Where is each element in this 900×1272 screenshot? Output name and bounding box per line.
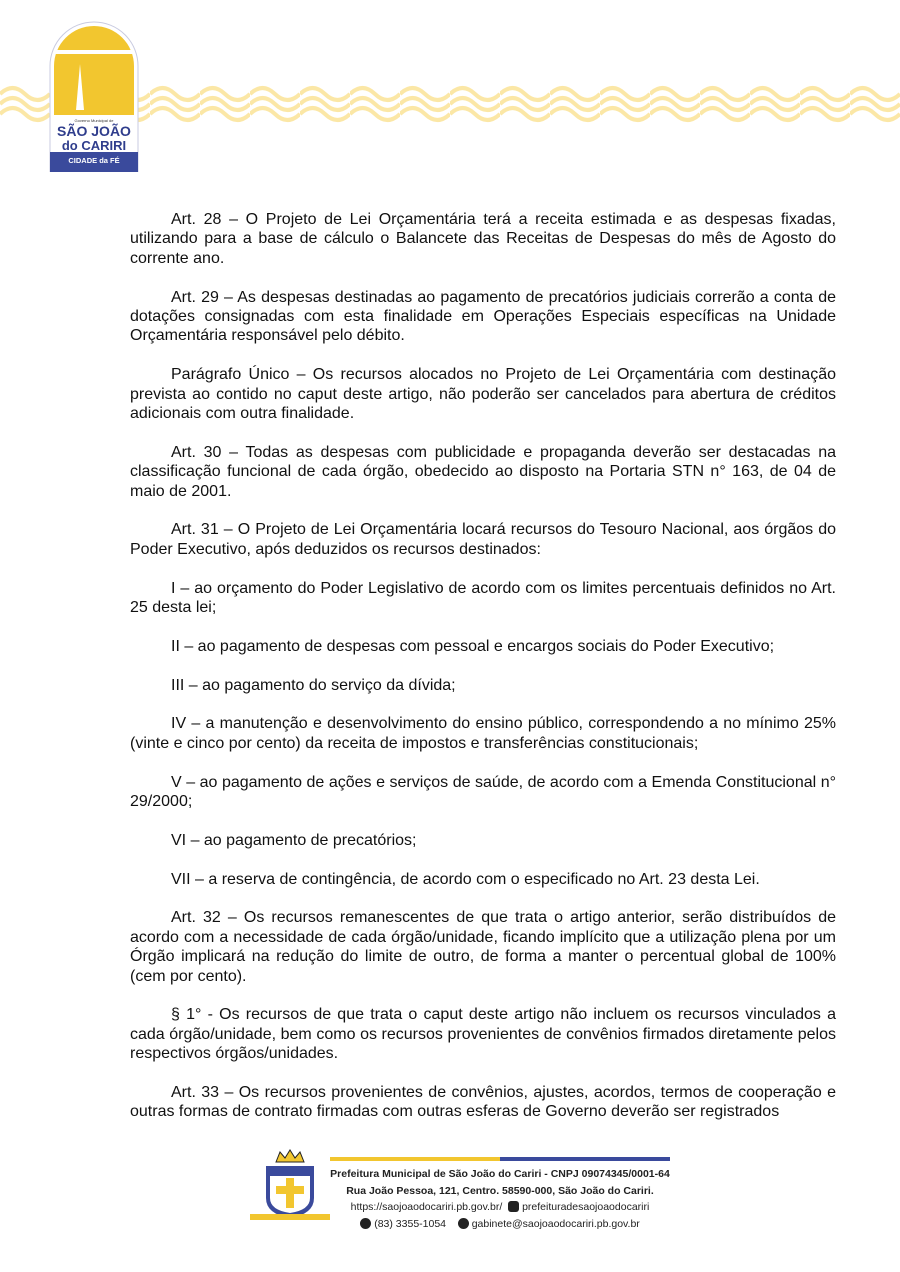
logo-small-text: Governo Municipal de (74, 118, 114, 123)
paragraph-art-28: Art. 28 – O Projeto de Lei Orçamentária terá a receita estimada e as despesas fixadas, utilizando para a base de cálculo o Balancete das Receitas de Despesas do mês de Agosto do corrente ano. (130, 211, 836, 267)
document-body (130, 210, 836, 1141)
paragraph-art-29-unico: Parágrafo Único – Os recursos alocados no Projeto de Lei Orçamentária com destinação prevista ao contido no caput deste artigo, não poderão ser cancelados para abertura de créditos adicionais com outra finalidade. (130, 366, 836, 423)
footer-color-bar (330, 1157, 670, 1161)
footer-phone: (83) 3355-1054 (374, 1218, 447, 1230)
footer-instagram[interactable]: prefeituradesaojoaodocariri (522, 1201, 650, 1213)
instagram-icon (508, 1201, 519, 1212)
paragraph-item-vii: VII – a reserva de contingência, de acordo com o especificado no Art. 23 desta Lei. (171, 870, 760, 888)
logo-tagline: CIDADE da FÉ (68, 156, 120, 165)
phone-icon (360, 1218, 371, 1229)
footer-website[interactable]: https://saojoaodocariri.pb.gov.br/ (350, 1201, 503, 1213)
email-icon (458, 1218, 469, 1229)
paragraph-item-ii: II – ao pagamento de despesas com pessoal e encargos sociais do Poder Executivo; (171, 637, 775, 655)
paragraph-art-31: Art. 31 – O Projeto de Lei Orçamentária locará recursos do Tesouro Nacional, aos órgãos do Poder Executivo, após deduzidos os recursos destinados: (130, 521, 836, 558)
paragraph-item-v: V – ao pagamento de ações e serviços de saúde, de acordo com a Emenda Constitucional n° 29/2000; (130, 773, 836, 811)
paragraph-item-iii: III – ao pagamento do serviço da dívida; (171, 676, 456, 694)
paragraph-art-30: Art. 30 – Todas as despesas com publicidade e propaganda deverão ser destacadas na classificação funcional de cada órgão, obedecido ao disposto na Portaria STN n° 163, de 04 de maio de 2001. (130, 443, 836, 500)
municipality-logo (48, 20, 140, 172)
page-footer (250, 1148, 680, 1238)
paragraph-item-vi: VI – ao pagamento de precatórios; (171, 831, 417, 849)
footer-institution: Prefeitura Municipal de São João do Cariri - CNPJ 09074345/0001-64 (330, 1168, 670, 1180)
logo-line2: do CARIRI (61, 138, 127, 153)
footer-email[interactable]: gabinete@saojoaodocariri.pb.gov.br (471, 1218, 640, 1230)
paragraph-art-32: Art. 32 – Os recursos remanescentes de que trata o artigo anterior, serão distribuídos de acordo com a necessidade de cada órgão/unidade, ficando implícito que a utilização plena por um Órgão implicará na redução do limite de outro, de forma a manter o percentual global de 100% (cem por cento). (130, 909, 836, 985)
paragraph-art-33: Art. 33 – Os recursos provenientes de convênios, ajustes, acordos, termos de cooperação e outras formas de contrato firmadas com outras esferas de Governo deverão ser registrados (130, 1084, 836, 1121)
paragraph-item-i: I – ao orçamento do Poder Legislativo de acordo com os limites percentuais definidos no Art. 25 desta lei; (130, 579, 836, 617)
coat-of-arms-icon (250, 1148, 330, 1228)
footer-address: Rua João Pessoa, 121, Centro. 58590-000, São João do Cariri. (346, 1185, 654, 1197)
paragraph-item-iv: IV – a manutenção e desenvolvimento do ensino público, correspondendo a no mínimo 25% (vinte e cinco por cento) da receita de impostos e transferências constitucionais; (130, 715, 836, 752)
paragraph-art-32-par-1: § 1° - Os recursos de que trata o caput deste artigo não incluem os recursos vinculados a cada órgão/unidade, bem como os recursos provenientes de convênios firmados diretamente pelos respectivos órgãos/unidades. (130, 1006, 836, 1063)
paragraph-art-29: Art. 29 – As despesas destinadas ao pagamento de precatórios judiciais correrão a conta de dotações consignadas com esta finalidade em Operações Especiais específicas na Unidade Orçamentária responsável pelo débito. (130, 288, 836, 345)
logo-line1: SÃO JOÃO (57, 123, 131, 139)
